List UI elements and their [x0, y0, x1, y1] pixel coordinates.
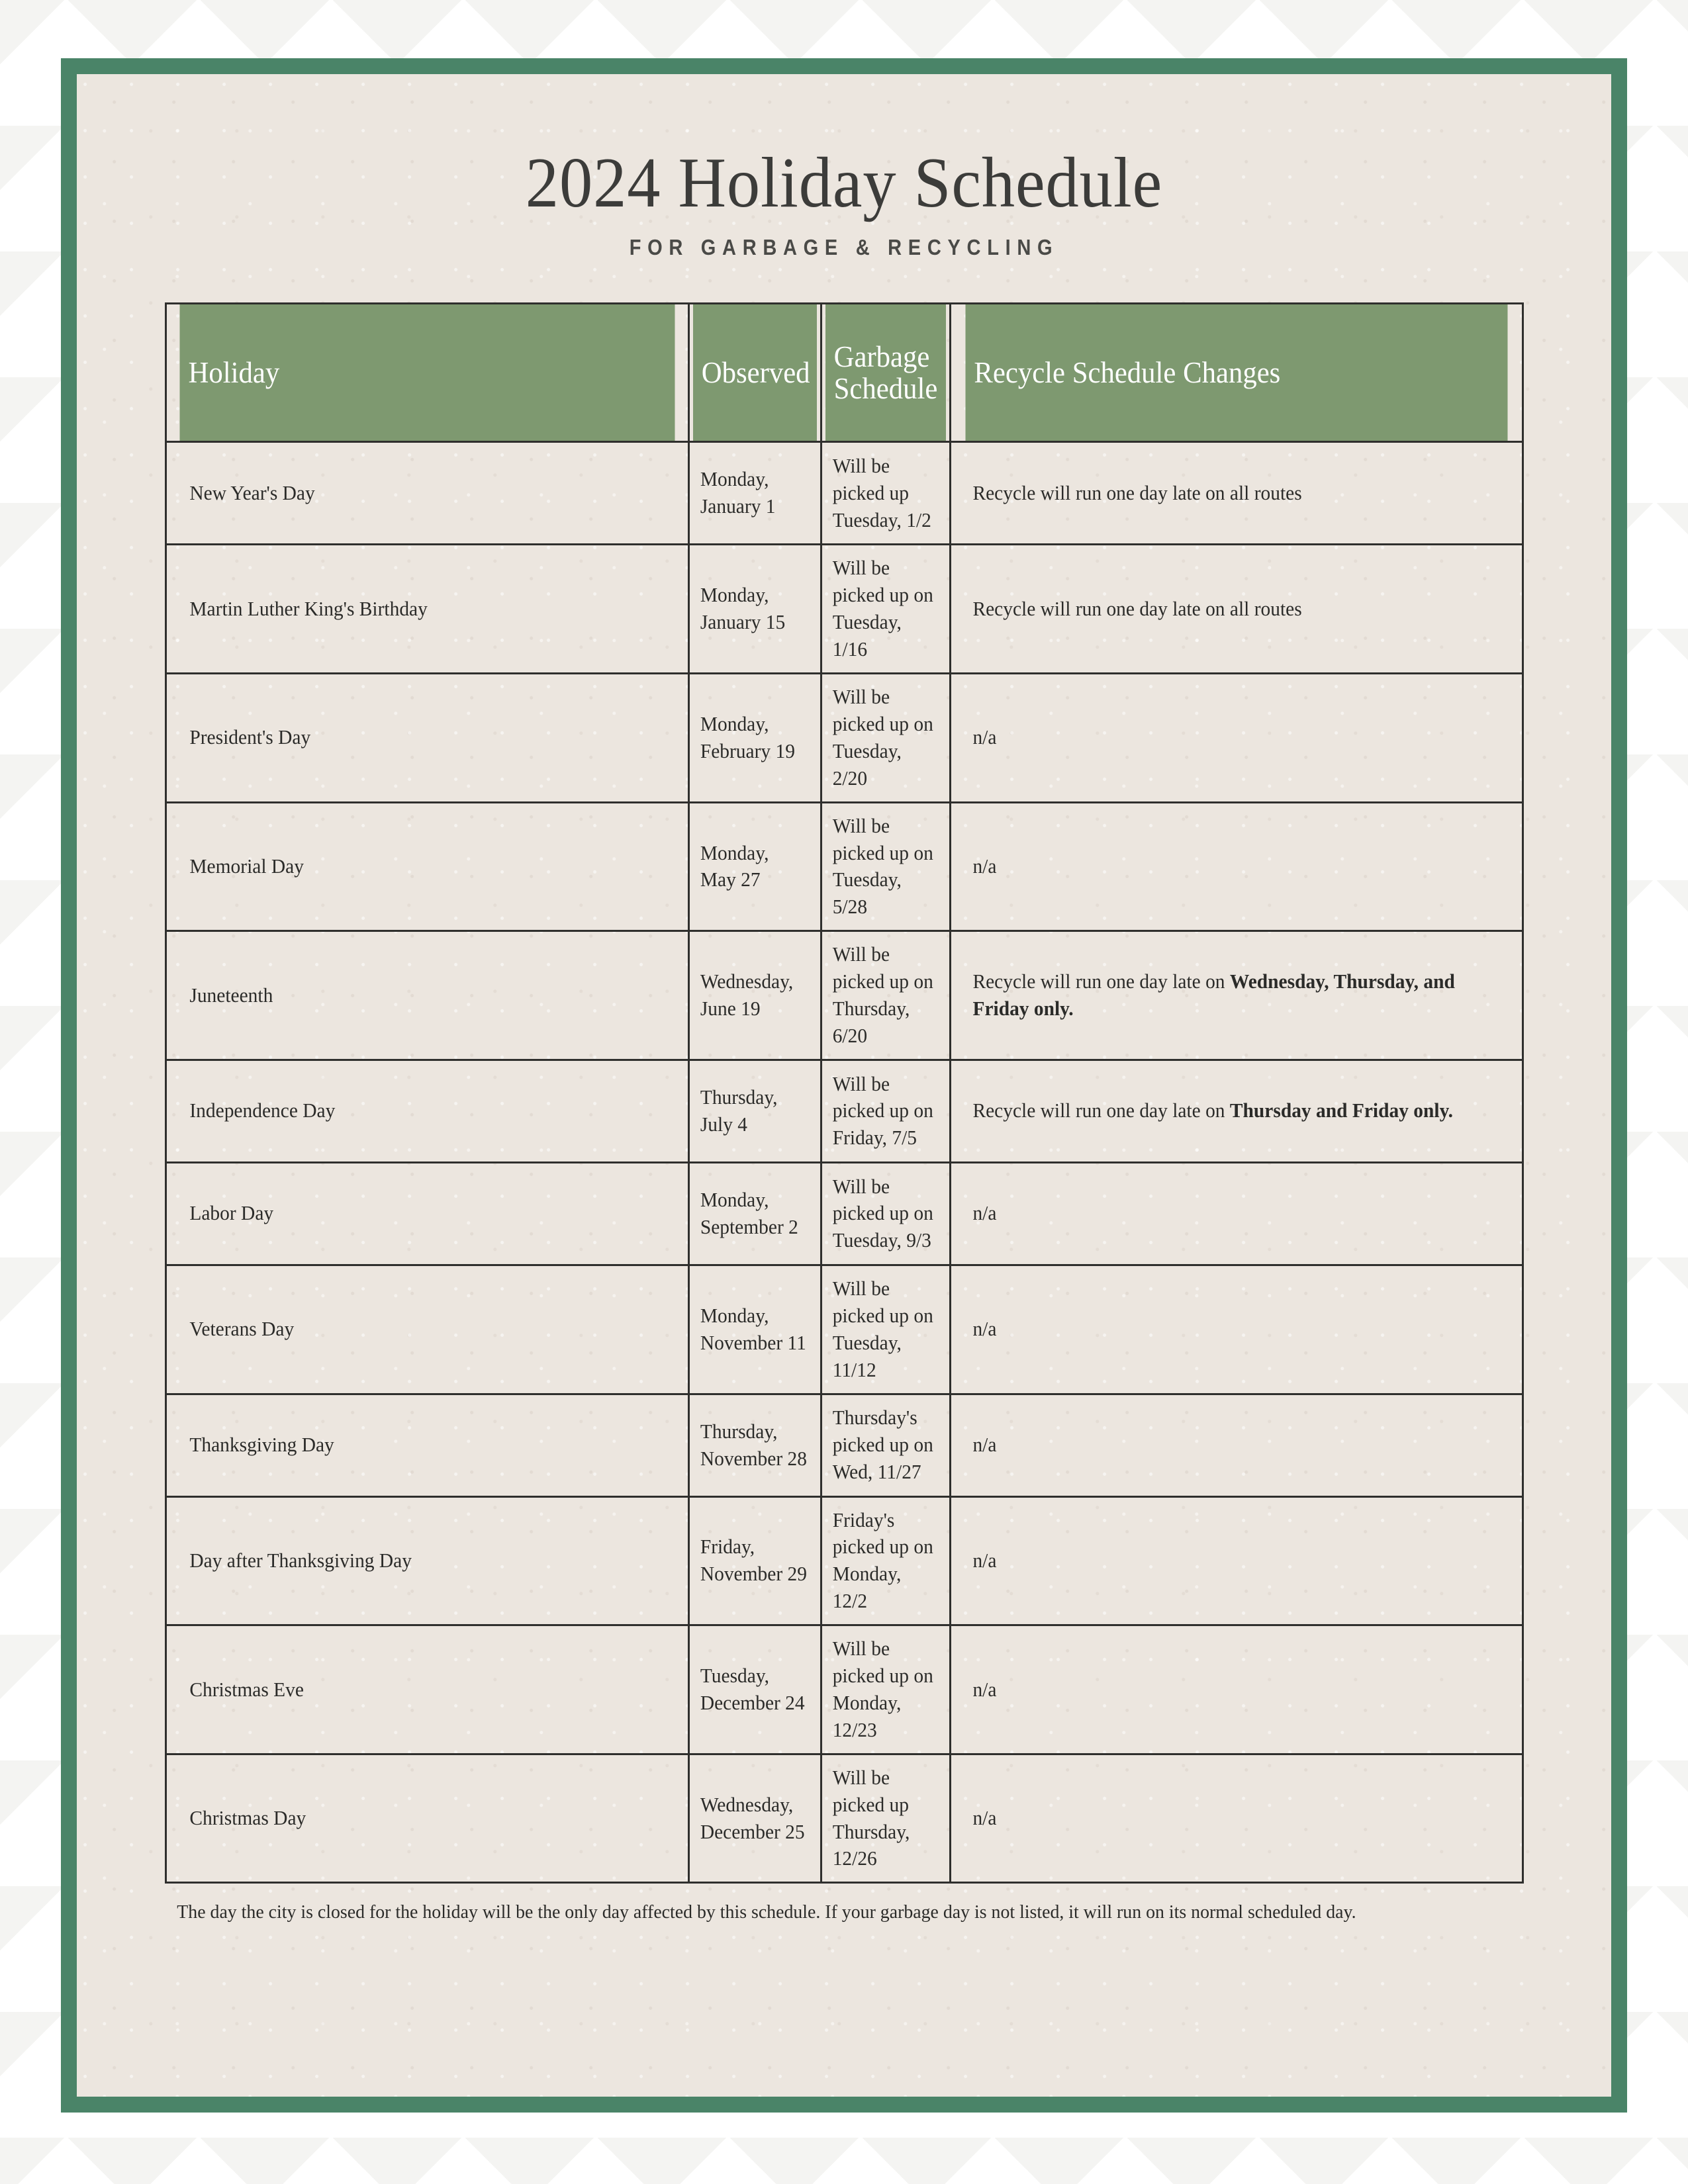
- cell-recycle-schedule-changes: [964, 1496, 1509, 1625]
- column-header-holiday: Holiday: [179, 304, 676, 442]
- cell-recycle-schedule-changes: [964, 1265, 1509, 1394]
- recycle-text-plain: Recycle will run one day late on: [972, 970, 1230, 993]
- footnote: The day the city is closed for the holiday will be the only day affected by this schedule. If your garbage day is not listed, it will run on its normal scheduled day.: [177, 1901, 1356, 1923]
- recycle-text-plain: n/a: [972, 1201, 997, 1225]
- cell-garbage-schedule: Will be picked up on Tuesday, 2/20: [824, 674, 947, 803]
- cell-garbage-schedule: Will be picked up on Tuesday, 1/16: [824, 545, 947, 674]
- recycle-text-emphasis: Thursday and Friday only.: [1229, 1099, 1454, 1122]
- cell-holiday: Day after Thanksgiving Day: [179, 1496, 676, 1625]
- table-row: [165, 674, 1523, 803]
- page-paper-surface: [77, 74, 1611, 2097]
- cell-observed: Monday, January 1: [692, 442, 818, 545]
- table-row: [165, 1265, 1523, 1394]
- recycle-text-plain: n/a: [972, 1548, 997, 1572]
- cell-recycle-schedule-changes: [964, 1625, 1509, 1754]
- cell-garbage-schedule: Will be picked up Tuesday, 1/2: [824, 442, 947, 545]
- cell-observed: Monday, February 19: [692, 674, 818, 803]
- cell-observed: Monday, September 2: [692, 1162, 818, 1265]
- cell-recycle-schedule-changes: [964, 1754, 1509, 1883]
- recycle-text-emphasis: Wednesday, Thursday, and Friday only.: [972, 970, 1455, 1021]
- column-header-recycle-schedule-changes: Recycle Schedule Changes: [964, 304, 1509, 442]
- cell-observed: Monday, January 15: [692, 545, 818, 674]
- recycle-text-plain: Recycle will run one day late on all routes: [972, 596, 1302, 620]
- cell-holiday: Thanksgiving Day: [179, 1394, 676, 1496]
- recycle-text-plain: n/a: [972, 725, 997, 749]
- column-header-observed: Observed: [692, 304, 818, 442]
- cell-holiday: Juneteenth: [179, 931, 676, 1060]
- table-row: [165, 1162, 1523, 1265]
- cell-garbage-schedule: Thursday's picked up on Wed, 11/27: [824, 1394, 947, 1496]
- table-row: [165, 1496, 1523, 1625]
- table-row: [165, 545, 1523, 674]
- cell-observed: Monday, November 11: [692, 1265, 818, 1394]
- recycle-text-plain: n/a: [972, 1433, 997, 1457]
- cell-holiday: New Year's Day: [179, 442, 676, 545]
- cell-recycle-schedule-changes: [964, 442, 1509, 545]
- cell-observed: Thursday, July 4: [692, 1060, 818, 1162]
- recycle-text-plain: Recycle will run one day late on all routes: [972, 480, 1302, 504]
- cell-garbage-schedule: Will be picked up on Friday, 7/5: [824, 1060, 947, 1162]
- cell-garbage-schedule: Will be picked up on Tuesday, 9/3: [824, 1162, 947, 1265]
- page-title: 2024 Holiday Schedule: [525, 144, 1163, 222]
- cell-recycle-schedule-changes: [964, 545, 1509, 674]
- cell-observed: Thursday, November 28: [692, 1394, 818, 1496]
- table-row: [165, 1394, 1523, 1496]
- table-row: [165, 1625, 1523, 1754]
- recycle-text-plain: n/a: [972, 854, 997, 878]
- cell-observed: Wednesday, December 25: [692, 1754, 818, 1883]
- cell-observed: Monday, May 27: [692, 802, 818, 931]
- page-green-frame: [61, 58, 1627, 2113]
- cell-observed: Tuesday, December 24: [692, 1625, 818, 1754]
- cell-holiday: President's Day: [179, 674, 676, 803]
- cell-observed: Friday, November 29: [692, 1496, 818, 1625]
- cell-observed: Wednesday, June 19: [692, 931, 818, 1060]
- cell-recycle-schedule-changes: [964, 931, 1509, 1060]
- table-body: [165, 442, 1523, 1883]
- cell-garbage-schedule: Will be picked up on Tuesday, 11/12: [824, 1265, 947, 1394]
- table-row: [165, 442, 1523, 545]
- table-row: [165, 1060, 1523, 1162]
- cell-holiday: Labor Day: [179, 1162, 676, 1265]
- table-row: [165, 1754, 1523, 1883]
- cell-garbage-schedule: Will be picked up on Thursday, 6/20: [824, 931, 947, 1060]
- table-row: [165, 802, 1523, 931]
- page-subtitle: FOR GARBAGE & RECYCLING: [629, 235, 1059, 260]
- cell-holiday: Christmas Eve: [179, 1625, 676, 1754]
- cell-holiday: Christmas Day: [179, 1754, 676, 1883]
- table-header: [165, 304, 1523, 442]
- holiday-schedule-table: [165, 302, 1524, 1884]
- cell-garbage-schedule: Will be picked up Thursday, 12/26: [824, 1754, 947, 1883]
- recycle-text-plain: Recycle will run one day late on: [972, 1099, 1230, 1122]
- cell-garbage-schedule: Will be picked up on Tuesday, 5/28: [824, 802, 947, 931]
- cell-recycle-schedule-changes: [964, 802, 1509, 931]
- cell-recycle-schedule-changes: [964, 674, 1509, 803]
- cell-recycle-schedule-changes: [964, 1162, 1509, 1265]
- table-row: [165, 931, 1523, 1060]
- column-header-garbage-schedule: Garbage Schedule: [824, 304, 947, 442]
- table-header-row: [165, 304, 1523, 442]
- cell-recycle-schedule-changes: [964, 1060, 1509, 1162]
- cell-holiday: Martin Luther King's Birthday: [179, 545, 676, 674]
- recycle-text-plain: n/a: [972, 1317, 997, 1341]
- cell-recycle-schedule-changes: [964, 1394, 1509, 1496]
- cell-garbage-schedule: Friday's picked up on Monday, 12/2: [824, 1496, 947, 1625]
- recycle-text-plain: n/a: [972, 1677, 997, 1701]
- recycle-text-plain: n/a: [972, 1806, 997, 1830]
- cell-holiday: Veterans Day: [179, 1265, 676, 1394]
- cell-garbage-schedule: Will be picked up on Monday, 12/23: [824, 1625, 947, 1754]
- cell-holiday: Independence Day: [179, 1060, 676, 1162]
- cell-holiday: Memorial Day: [179, 802, 676, 931]
